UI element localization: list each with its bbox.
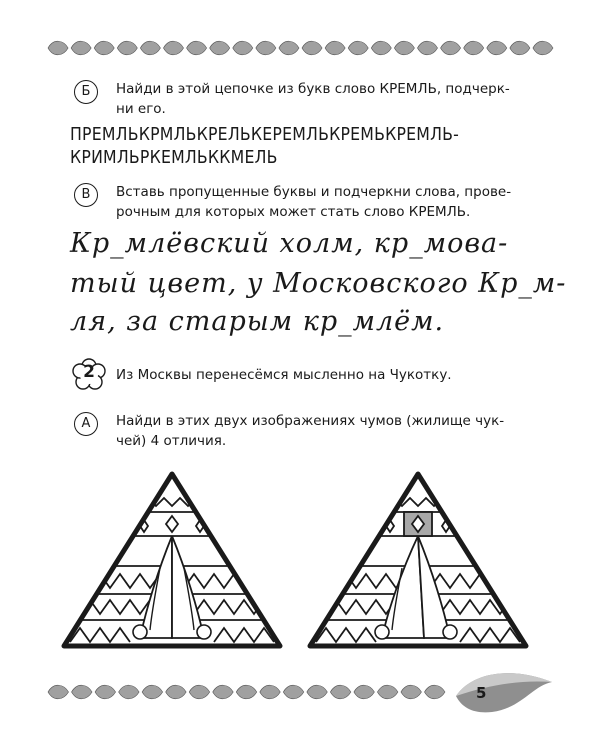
border-drop-ornament: [424, 685, 445, 699]
chum-left-illustration: [60, 470, 285, 650]
letter-chain-line1: ПРЕМЛЬКРМЛЬКРЕЛЬКЕРЕМЛЬКРЕМЬКРЕМЛЬ-: [70, 125, 460, 145]
border-drop-ornament: [48, 685, 69, 699]
task2-text: Из Москвы перенесёмся мысленно на Чукотку.: [116, 367, 452, 383]
border-drop-ornament: [119, 685, 140, 699]
border-drop-ornament: [354, 685, 375, 699]
border-drop-ornament: [302, 41, 322, 55]
task-a-text-line2: чей) 4 отличия.: [116, 433, 227, 449]
border-drop-ornament: [260, 685, 281, 699]
border-drop-ornament: [279, 41, 299, 55]
task-a-text-line1: Найди в этих двух изображениях чумов (жилище чук-: [116, 413, 505, 429]
border-drop-ornament: [163, 41, 183, 55]
border-drop-ornament: [95, 685, 116, 699]
border-drop-ornament: [48, 41, 68, 55]
task-b-marker: Б: [74, 80, 98, 104]
border-drop-ornament: [283, 685, 304, 699]
cursive-line3: ля, за старым кр_млём.: [70, 306, 445, 337]
cursive-line2: тый цвет, у Московского Кр_м-: [70, 268, 567, 299]
border-drop-ornament: [94, 41, 114, 55]
border-drop-ornament: [166, 685, 187, 699]
border-drop-ornament: [533, 41, 553, 55]
border-drop-ornament: [371, 41, 391, 55]
task-v-marker: В: [74, 183, 98, 207]
border-drop-ornament: [71, 41, 91, 55]
border-drop-ornament: [510, 41, 530, 55]
border-drop-ornament: [140, 41, 160, 55]
border-drop-ornament: [233, 41, 253, 55]
task-v-text-line1: Вставь пропущенные буквы и подчеркни слова, прове-: [116, 184, 512, 200]
bottom-decorative-border: [46, 680, 446, 704]
border-drop-ornament: [187, 41, 207, 55]
task-v-text-line2: рочным для которых может стать слово КРЕМЛЬ.: [116, 204, 471, 220]
top-decorative-border: [46, 36, 554, 60]
border-drop-ornament: [236, 685, 257, 699]
border-drop-ornament: [441, 41, 461, 55]
letter-chain-line2: КРИМЛЬРКЕМЛЬККМЕЛЬ: [70, 148, 278, 168]
border-drop-ornament: [487, 41, 507, 55]
border-drop-ornament: [330, 685, 351, 699]
border-drop-ornament: [348, 41, 368, 55]
task-a-marker: А: [74, 412, 98, 436]
border-drop-ornament: [142, 685, 163, 699]
border-drop-ornament: [72, 685, 93, 699]
border-drop-ornament: [401, 685, 422, 699]
page-number-leaf-icon: [452, 664, 556, 716]
task-b-text-line2: ни его.: [116, 101, 166, 117]
border-drop-ornament: [394, 41, 414, 55]
page-number: 5: [476, 684, 487, 702]
border-drop-ornament: [377, 685, 398, 699]
border-drop-ornament: [213, 685, 234, 699]
border-drop-ornament: [189, 685, 210, 699]
task-b-text-line1: Найди в этой цепочке из букв слово КРЕМЛЬ, подчерк-: [116, 81, 510, 97]
border-drop-ornament: [256, 41, 276, 55]
chum-right-illustration: [306, 470, 531, 650]
task-number: 2: [83, 362, 95, 382]
border-drop-ornament: [210, 41, 230, 55]
border-drop-ornament: [325, 41, 345, 55]
border-drop-ornament: [464, 41, 484, 55]
cursive-line1: Кр_млёвский холм, кр_мова-: [70, 228, 509, 259]
border-drop-ornament: [307, 685, 328, 699]
border-drop-ornament: [417, 41, 437, 55]
border-drop-ornament: [117, 41, 137, 55]
